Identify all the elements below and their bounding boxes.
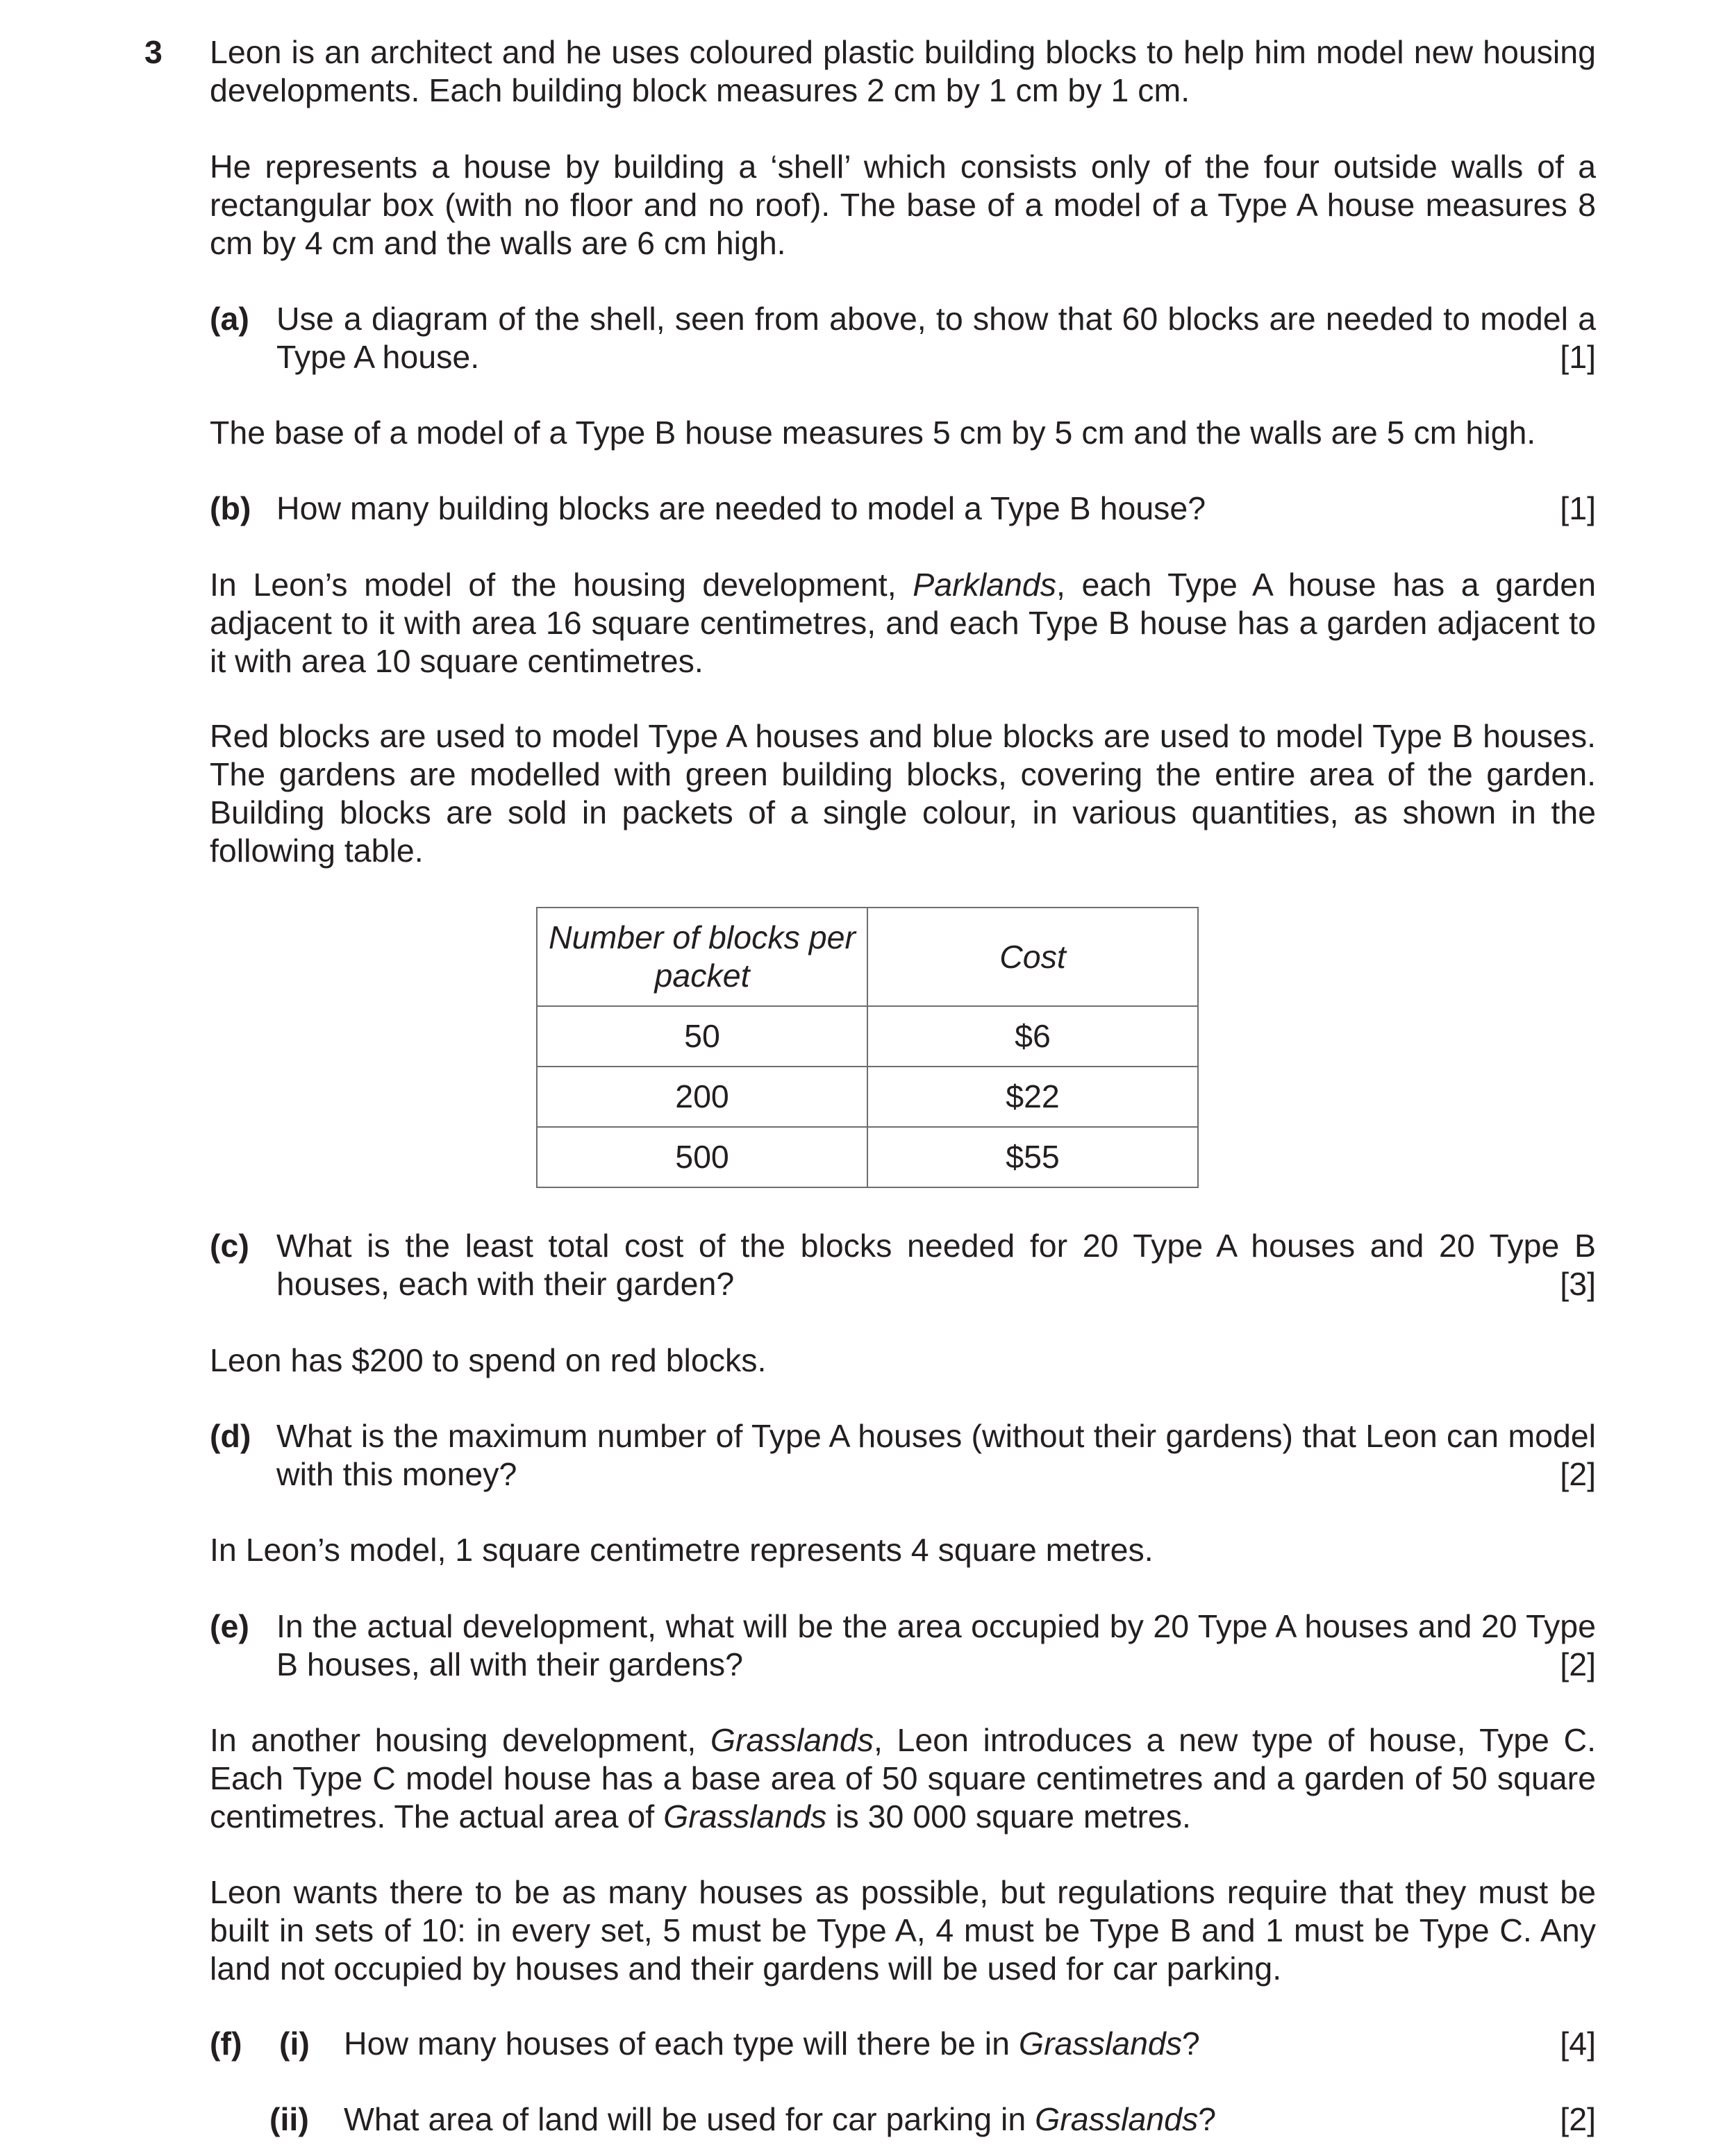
table-cell-cost: $55 [867, 1127, 1198, 1187]
part-f-ii-text-2: ? [1198, 2101, 1217, 2137]
part-a-marks: [1] [1560, 339, 1596, 375]
table-row [537, 1006, 1198, 1067]
part-f-i-marks: [4] [1560, 2025, 1596, 2062]
grasslands-name: Grasslands [663, 1798, 827, 1835]
part-f-i [210, 2025, 1596, 2063]
table-cell-cost: $6 [867, 1006, 1198, 1067]
table-row [537, 1067, 1198, 1127]
part-d-label: (d) [210, 1418, 251, 1454]
packet-price-table [536, 907, 1199, 1188]
part-f-ii-marks: [2] [1560, 2101, 1596, 2137]
parklands-paragraph [210, 566, 1596, 680]
scale-paragraph: In Leon’s model, 1 square centimetre represents 4 square metres. [210, 1532, 1154, 1568]
part-c-text: What is the least total cost of the blocks needed for 20 Type A houses and 20 Type B houses, each with their garden? [276, 1228, 1596, 1302]
part-e-text: In the actual development, what will be the area occupied by 20 Type A houses and 20 Type B houses, all with their gardens? [276, 1608, 1596, 1682]
part-d-text: What is the maximum number of Type A houses (without their gardens) that Leon can model with this money? [276, 1418, 1596, 1492]
part-b-marks: [1] [1560, 490, 1596, 526]
grasslands-name: Grasslands [1035, 2101, 1199, 2137]
part-b-text: How many building blocks are needed to model a Type B house? [276, 490, 1206, 526]
type-b-paragraph: The base of a model of a Type B house measures 5 cm by 5 cm and the walls are 5 cm high. [210, 415, 1536, 451]
part-e-marks: [2] [1560, 1646, 1596, 1682]
grasslands-paragraph [210, 1721, 1596, 1836]
colours-paragraph: Red blocks are used to model Type A houses and blue blocks are used to model Type B houses. The gardens are modelled with green building blocks, covering the entire area of the garden. Building blocks are sold in packets of a single colour, in various quantities, as shown in the following table. [210, 718, 1596, 869]
question-number: 3 [144, 34, 163, 70]
part-d-marks: [2] [1560, 1456, 1596, 1492]
parklands-text-2: , each Type A house has a garden adjacent to it with area 16 square centimetres, and each Type B house has a garden adjacent to it with area 10 square centimetres. [210, 567, 1596, 679]
intro-paragraph: Leon is an architect and he uses coloured plastic building blocks to help him model new housing developments. Each building block measures 2 cm by 1 cm by 1 cm. [210, 34, 1596, 108]
part-f-i-text-2: ? [1182, 2025, 1200, 2062]
part-f-i-label: (i) [279, 2025, 310, 2062]
part-b [210, 490, 1596, 528]
part-c [210, 1227, 1596, 1303]
part-f-ii-text [344, 2100, 1596, 2139]
header-blocks-per-packet: Number of blocks per packet [537, 908, 867, 1006]
table-header-row [537, 908, 1198, 1006]
table-cell-blocks: 500 [537, 1127, 867, 1187]
header-cost: Cost [867, 908, 1198, 1006]
part-f-i-text [344, 2025, 1596, 2063]
part-f-i-text-1: How many houses of each type will there be in [344, 2025, 1019, 2062]
table-cell-blocks: 50 [537, 1006, 867, 1067]
part-f-ii [210, 2100, 1596, 2139]
budget-paragraph: Leon has $200 to spend on red blocks. [210, 1342, 767, 1378]
table-cell-cost: $22 [867, 1067, 1198, 1127]
part-c-label: (c) [210, 1228, 249, 1264]
parklands-name: Parklands [913, 567, 1056, 603]
table-cell-blocks: 200 [537, 1067, 867, 1127]
table-row [537, 1127, 1198, 1187]
part-c-marks: [3] [1560, 1266, 1596, 1302]
part-d [210, 1417, 1596, 1494]
grasslands-name: Grasslands [710, 1722, 874, 1758]
grasslands-name: Grasslands [1018, 2025, 1183, 2062]
shell-paragraph: He represents a house by building a ‘shell’ which consists only of the four outside walls of a rectangular box (with no floor and no roof). The base of a model of a Type A house measures 8 cm by 4 cm and the walls are 6 cm high. [210, 149, 1596, 261]
part-e-label: (e) [210, 1608, 249, 1644]
part-a-text: Use a diagram of the shell, seen from above, to show that 60 blocks are needed to model a Type A house. [276, 301, 1596, 375]
part-e [210, 1607, 1596, 1684]
part-f-ii-text-1: What area of land will be used for car parking in [344, 2101, 1035, 2137]
grasslands-text-3: is 30 000 square metres. [826, 1798, 1191, 1835]
part-f-ii-label: (ii) [269, 2101, 309, 2137]
sets-paragraph: Leon wants there to be as many houses as possible, but regulations require that they must be built in sets of 10: in every set, 5 must be Type A, 4 must be Type B and 1 must be Type C. Any land not occupied by houses and their gardens will be used for car parking. [210, 1874, 1596, 1987]
grasslands-text-2: , Leon introduces a new type of house, Type C. Each Type C model house has a base area of 50 square centimetres and a garden of 50 square centimetres. The actual area of [210, 1722, 1596, 1835]
parklands-text-1: In Leon’s model of the housing development, [210, 567, 913, 603]
grasslands-text-1: In another housing development, [210, 1722, 710, 1758]
part-a [210, 300, 1596, 376]
part-a-label: (a) [210, 301, 249, 337]
part-f-label: (f) [210, 2025, 242, 2062]
part-b-label: (b) [210, 490, 251, 526]
